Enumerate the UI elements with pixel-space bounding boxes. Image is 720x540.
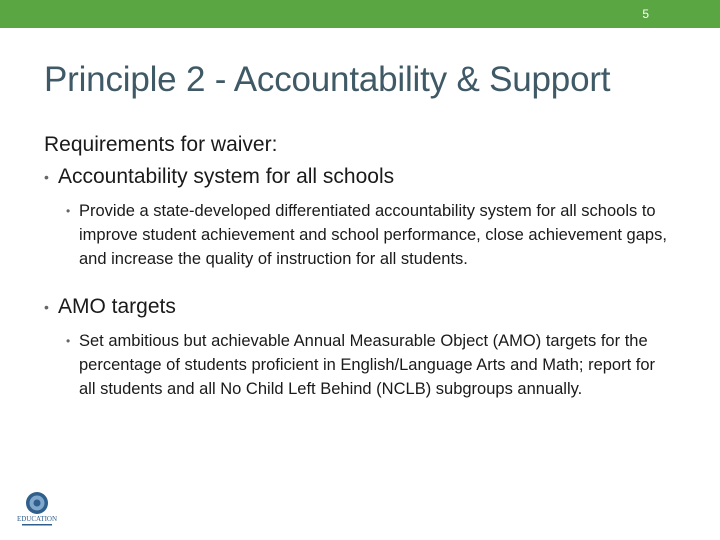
- sub-bullet-text: Set ambitious but achievable Annual Measurable Object (AMO) targets for the percentage of students proficient in English/Language Arts and Math; report for all students and all No Child Left Behind (NCLB) subgroups annually.: [79, 332, 656, 398]
- intro-text: Requirements for waiver:: [44, 133, 278, 156]
- slide-title: Principle 2 - Accountability & Support: [44, 60, 611, 99]
- sub-bullet-amo: [66, 329, 669, 401]
- bullet-amo: [44, 293, 684, 321]
- bullet-accountability: [44, 163, 684, 191]
- bullet-section-accountability: [44, 163, 684, 271]
- bullet-section-amo: [44, 293, 684, 401]
- bullet-dot-icon: •: [44, 299, 49, 315]
- bullet-dot-icon: •: [66, 334, 71, 348]
- logo-text: EDUCATION: [16, 515, 58, 523]
- bullet-heading: AMO targets: [58, 295, 176, 318]
- sub-bullet-text: Provide a state-developed differentiated accountability system for all schools to improve student achievement and school performance, close achievement gaps, and increase the quality of instruction for all students.: [79, 202, 667, 268]
- seal-icon: [16, 490, 58, 530]
- education-logo: [16, 490, 58, 530]
- bullet-dot-icon: •: [66, 204, 71, 218]
- slide-body: [44, 131, 684, 401]
- bullet-heading: Accountability system for all schools: [58, 165, 395, 188]
- slide-number: 5: [642, 7, 649, 21]
- bullet-dot-icon: •: [44, 169, 49, 185]
- header-bar: [0, 0, 720, 28]
- sub-bullet-accountability: [66, 199, 669, 271]
